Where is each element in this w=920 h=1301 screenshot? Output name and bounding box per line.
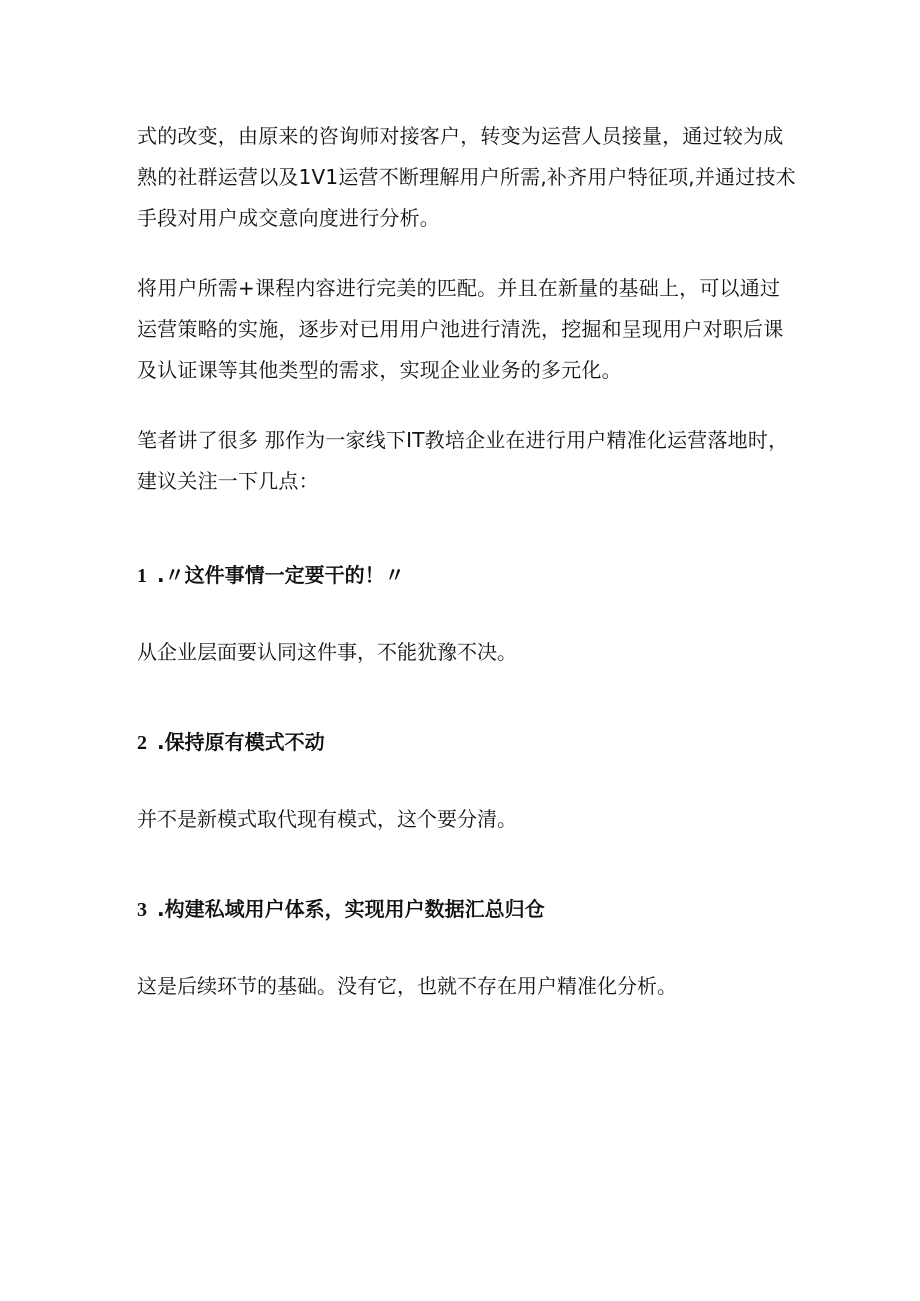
paragraph-needs-matching: 将用户所需+课程内容进行完美的匹配。并且在新量的基础上，可以通过运营策略的实施，逐步对已用用户池进行清洗，挖掘和呈现用户对职后课及认证课等其他类型的需求，实现企业业务的多元化。: [137, 276, 784, 382]
document-body: [137, 116, 797, 1000]
point-body-1: 从企业层面要认同这件事，不能犹豫不决。: [137, 640, 517, 664]
point-number-3: 3: [137, 899, 147, 921]
point-heading-2: [137, 728, 797, 757]
point-heading-1: [137, 561, 797, 590]
point-title-2: .保持原有模式不动: [157, 730, 325, 754]
point-body-2: 并不是新模式取代现有模式，这个要分清。: [137, 807, 517, 831]
point-body-3: 这是后续环节的基础。没有它，也就不存在用户精准化分析。: [137, 974, 677, 998]
point-title-1: .〃这件事情一定要干的！〃: [157, 563, 405, 587]
point-number-2: 2: [137, 732, 147, 754]
paragraph-recommendations-intro: 笔者讲了很多 那作为一家线下IT教培企业在进行用户精准化运营落地时，建议关注一下几点：: [137, 428, 789, 493]
point-heading-3: [137, 895, 797, 924]
point-number-1: 1: [137, 565, 147, 587]
paragraph-operation-model-change: 式的改变，由原来的咨询师对接客户，转变为运营人员接量，通过较为成熟的社群运营以及1V1运营不断理解用户所需,补齐用户特征项,并通过技术手段对用户成交意向度进行分析。: [137, 124, 796, 230]
point-title-3: .构建私域用户体系，实现用户数据汇总归仓: [157, 897, 545, 921]
